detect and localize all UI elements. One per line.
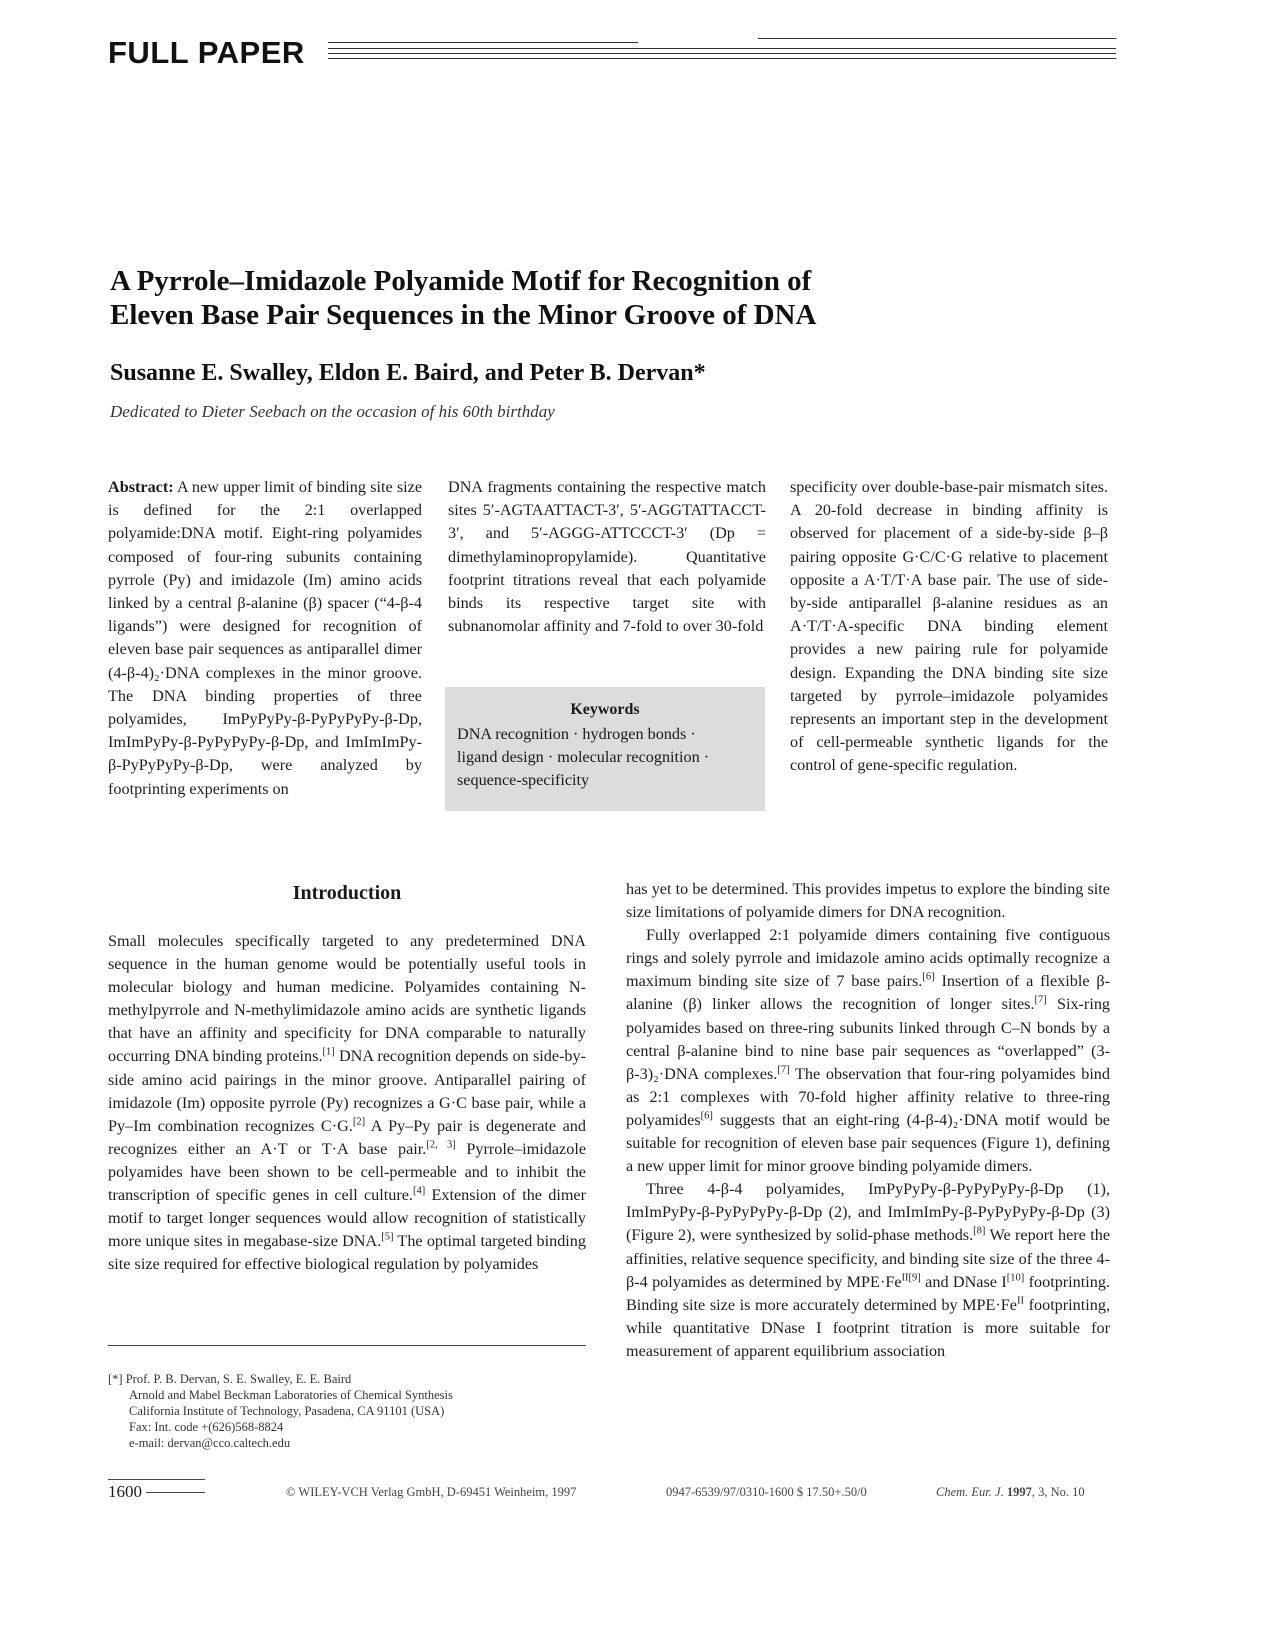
keywords-line-1: DNA recognition · hydrogen bonds · <box>457 725 696 743</box>
abstract-text-2: DNA fragments containing the respective match sites 5′-AGTAATTACT-3′, 5′-AGGTATTACCT-3′, and 5′-AGGG-ATTCCCT-3′ (Dp = dimethylaminopropylamide). Quantitative footprint titrations reveal that each polyamide binds its respective target site with subnanomolar affinity and 7-fold to over 30-fold <box>448 478 766 636</box>
footnote-line-2: Arnold and Mabel Beckman Laboratories of Chemical Synthesis <box>129 1388 453 1402</box>
footer-rule <box>108 1479 205 1480</box>
intro-paragraph-1: Small molecules specifically targeted to any predetermined DNA sequence in the human genome would be potentially useful tools in molecular biology and human medicine. Polyamides containing N-methylpyrrole and N-methylimidazole amino acids are synthetic ligands that have an affinity and specificity for DNA comparable to naturally occurring DNA binding proteins.[1] DNA recognition depends on side-by-side amino acid pairings in the minor groove. Antiparallel pairing of imidazole (Im) opposite pyrrole (Py) recognizes a G·C base pair, while a Py–Im combination recognizes C·G.[2] A Py–Py pair is degenerate and recognizes either an A·T or T·A base pair.[2, 3] Pyrrole–imidazole polyamides have been shown to be cell-permeable and to inhibit the transcription of specific genes in cell culture.[4] Extension of the dimer motif to target longer sequences would allow recognition of statistically more unique sites in megabase-size DNA.[5] The optimal targeted binding site size required for effective biological regulation by polyamides <box>108 932 586 1274</box>
abstract-text-1: A new upper limit of binding site size is defined for the 2:1 overlapped polyamide:DNA motif. Eight-ring polyamides composed of four-ring subunits containing pyrrole (Py) and imidazole (Im) amino acids linked by a central β-alanine (β) spacer (“4-β-4 ligands”) were designed for recognition of eleven base pair sequences as antiparallel dimer (4-β-4)₂·DNA complexes in the minor groove. The DNA binding properties of three polyamides, ImPyPyPy-β-PyPyPyPy-β-Dp, ImImPyPy-β-PyPyPyPy-β-Dp, and ImImImPy-β-PyPyPyPy-β-Dp, were analyzed by footprinting experiments on <box>108 478 423 798</box>
keywords-title: Keywords <box>570 701 640 718</box>
citation: [7] <box>1034 995 1047 1007</box>
footnote-marker: [*] <box>108 1372 123 1386</box>
header-rule-1 <box>328 42 638 43</box>
body-column-right <box>626 878 1110 1363</box>
footnote-line-3: California Institute of Technology, Pasadena, CA 91101 (USA) <box>129 1404 445 1418</box>
abstract-label: Abstract: <box>108 478 174 496</box>
journal-citation <box>936 1485 1085 1500</box>
footnote-rule <box>108 1345 586 1346</box>
citation: [6] <box>922 971 935 983</box>
journal-name: Chem. Eur. J. <box>936 1485 1004 1499</box>
abstract-column-2 <box>448 476 766 638</box>
abstract-column-3 <box>790 476 1108 778</box>
header-rule-2 <box>758 38 1116 39</box>
header-rule-4 <box>328 53 1116 54</box>
author-footnote <box>108 1371 586 1451</box>
keywords-box <box>445 687 765 811</box>
introduction-heading: Introduction <box>292 882 402 904</box>
page-number: 1600 <box>108 1482 142 1501</box>
intro-paragraph-1-continued: has yet to be determined. This provides impetus to explore the binding site size limitations of polyamide dimers for DNA recognition. <box>626 880 1110 922</box>
keywords-list <box>457 723 757 792</box>
citation: [9] <box>908 1272 921 1284</box>
abstract-column-1 <box>108 476 422 801</box>
citation: [4] <box>412 1185 426 1197</box>
footnote-email: e-mail: dervan@cco.caltech.edu <box>129 1436 291 1450</box>
citation: [7] <box>777 1064 790 1076</box>
citation: [2, 3] <box>426 1139 456 1151</box>
intro-paragraph-3: Three 4-β-4 polyamides, ImPyPyPy-β-PyPyPyPy-β-Dp (1), ImImPyPy-β-PyPyPyPy-β-Dp (2), and ImImImPy-β-PyPyPyPy-β-Dp (3) (Figure 2), were synthesized by solid-phase methods.[8] We report here the affinities, relative sequence specificity, and binding site size of the three 4-β-4 polyamides as determined by $MPE\cdot Fe^{II[9]}$ and DNase I[10] footprinting. Binding site size is more accurately determined by $MPE\cdot Fe^{II}$ footprinting, while quantitative DNase I footprint titration is more suitable for measurement of apparent equilibrium association <box>626 1180 1110 1360</box>
citation: [10] <box>1006 1272 1025 1284</box>
oxidation-state: II <box>901 1272 909 1284</box>
keywords-line-3: sequence-specificity <box>457 771 590 789</box>
header-rule-3 <box>328 48 1116 49</box>
footnote-line-4: Fax: Int. code +(626)568-8824 <box>129 1420 284 1434</box>
header-rule-5 <box>328 58 1116 59</box>
title-line-2: Eleven Base Pair Sequences in the Minor Groove of DNA <box>110 299 817 331</box>
citation: [8] <box>973 1226 986 1238</box>
oxidation-state: II <box>1017 1295 1025 1307</box>
footnote-line-1: Prof. P. B. Dervan, S. E. Swalley, E. E. Baird <box>125 1372 352 1386</box>
title-line-1: A Pyrrole–Imidazole Polyamide Motif for Recognition of <box>110 265 812 297</box>
journal-volume: , 3, No. 10 <box>1031 1485 1085 1499</box>
citation: [2] <box>352 1116 366 1128</box>
citation: [1] <box>322 1047 335 1059</box>
dedication: Dedicated to Dieter Seebach on the occasion of his 60th birthday <box>110 402 555 421</box>
abstract-text-3: specificity over double-base-pair mismatch sites. A 20-fold decrease in binding affinity is observed for placement of a side-by-side β–β pairing opposite G·C/C·G relative to placement opposite a A·T/T·A base pair. The use of side-by-side antiparallel β-alanine residues as an A·T/T·A-specific DNA binding element provides a new pairing rule for polyamide design. Expanding the DNA binding site size targeted by pyrrole–imidazole polyamides represents an important step in the development of cell-permeable synthetic ligands for the control of gene-specific regulation. <box>790 478 1108 775</box>
author-list: Susanne E. Swalley, Eldon E. Baird, and Peter B. Dervan* <box>110 360 706 386</box>
section-label: FULL PAPER <box>108 35 305 70</box>
issn-line: 0947-6539/97/0310-1600 $ 17.50+.50/0 <box>666 1485 867 1499</box>
citation: [6] <box>700 1110 713 1122</box>
citation: [5] <box>381 1231 394 1243</box>
body-column-left <box>108 930 586 1276</box>
article-title <box>110 264 1010 332</box>
intro-paragraph-2: Fully overlapped 2:1 polyamide dimers containing five contiguous rings and solely pyrrole and imidazole amino acids optimally recognize a maximum binding site size of 7 base pairs.[6] Insertion of a flexible β-alanine (β) linker allows the recognition of longer sites.[7] Six-ring polyamides based on three-ring subunits linked through C–N bonds by a central β-alanine bind to nine base pair sequences as “overlapped” (3-β-3)₂·DNA complexes.[7] The observation that four-ring polyamides bind as 2:1 complexes with 70-fold higher affinity relative to three-ring polyamides[6] suggests that an eight-ring (4-β-4)₂·DNA motif would be suitable for recognition of eleven base pair sequences (Figure 1), defining a new upper limit for minor groove binding polyamide dimers. <box>626 926 1111 1176</box>
page-header <box>108 36 1116 70</box>
publisher-line: © WILEY-VCH Verlag GmbH, D-69451 Weinheim, 1997 <box>286 1485 577 1499</box>
page-number-rule <box>146 1492 205 1493</box>
journal-year: 1997 <box>1006 1485 1032 1499</box>
keywords-line-2: ligand design · molecular recognition · <box>457 748 710 766</box>
